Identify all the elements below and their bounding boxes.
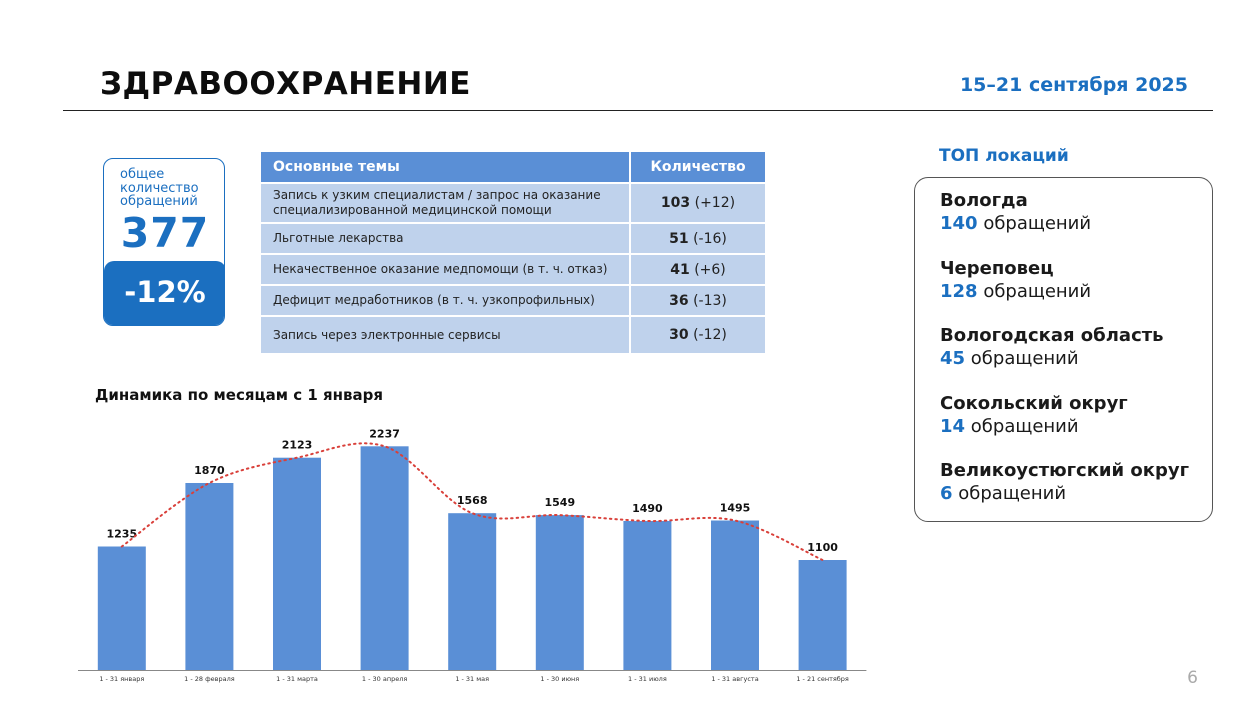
location-unit: обращений <box>983 281 1092 302</box>
bar-value-label: 1870 <box>194 464 225 477</box>
location-count: 6 <box>940 483 953 504</box>
location-count: 14 <box>940 416 966 437</box>
total-requests-label: общее количество обращений <box>120 167 199 209</box>
topic-cell: Дефицит медработников (в т. ч. узкопрофильных) <box>260 285 630 316</box>
count-value: 36 <box>669 292 689 309</box>
chart-bar <box>799 560 847 670</box>
chart-bar <box>98 547 146 671</box>
x-tick-label: 1 - 31 мая <box>455 675 490 683</box>
x-tick-label: 1 - 21 сентября <box>796 675 849 683</box>
page-number: 6 <box>1187 668 1198 688</box>
count-delta: (-12) <box>693 327 727 343</box>
location-name: Вологда <box>940 190 1028 211</box>
x-tick-label: 1 - 31 июля <box>628 675 667 683</box>
chart-title: Динамика по месяцам с 1 января <box>95 386 383 404</box>
location-unit: обращений <box>958 483 1067 504</box>
chart-bar <box>185 483 233 670</box>
bar-value-label: 2237 <box>369 427 400 441</box>
top-locations-title: ТОП локаций <box>939 146 1069 166</box>
topic-cell: Льготные лекарства <box>260 223 630 254</box>
page-title: ЗДРАВООХРАНЕНИЕ <box>100 66 471 102</box>
chart-bar <box>273 458 321 670</box>
location-name: Вологодская область <box>940 325 1164 346</box>
topic-cell: Запись к узким специалистам / запрос на оказание специализированной медицинской помощи <box>260 183 630 223</box>
count-value: 103 <box>660 195 691 211</box>
bar-value-label: 1549 <box>544 496 576 510</box>
topics-header-topic: Основные темы <box>260 151 630 183</box>
x-tick-label: 1 - 31 марта <box>276 675 318 683</box>
count-delta: (+6) <box>694 261 726 278</box>
chart-bar <box>536 515 584 670</box>
chart-bar <box>448 513 496 670</box>
x-tick-label: 1 - 30 июня <box>540 675 580 683</box>
topics-header-count: Количество <box>630 151 766 183</box>
location-name: Великоустюгский округ <box>940 460 1190 481</box>
topic-cell: Некачественное оказание медпомощи (в т. ч. отказ) <box>260 254 630 285</box>
bar-value-label: 1495 <box>719 501 751 515</box>
bar-value-label: 2123 <box>281 438 313 452</box>
x-tick-label: 1 - 31 августа <box>711 675 759 683</box>
location-count: 128 <box>940 281 978 302</box>
x-tick-label: 1 - 28 февраля <box>184 675 235 683</box>
location-count: 140 <box>940 213 978 234</box>
location-count: 45 <box>940 348 966 369</box>
x-tick-label: 1 - 30 апреля <box>361 675 408 683</box>
bar-value-label: 1100 <box>807 541 838 554</box>
count-value: 30 <box>669 327 689 343</box>
count-delta: (+12) <box>694 195 736 211</box>
count-value: 41 <box>670 261 690 278</box>
chart-bar <box>623 521 671 670</box>
count-value: 51 <box>669 230 689 247</box>
report-date: 15–21 сентября 2025 <box>959 74 1188 96</box>
location-name: Череповец <box>940 258 1054 279</box>
location-unit: обращений <box>983 213 1092 234</box>
total-requests-change: -12% <box>104 261 225 325</box>
location-unit: обращений <box>970 416 1079 437</box>
bar-value-label: 1235 <box>106 527 138 541</box>
chart-bar <box>711 521 759 671</box>
x-tick-label: 1 - 31 января <box>99 675 145 683</box>
location-unit: обращений <box>970 348 1079 369</box>
location-name: Сокольский округ <box>940 393 1128 414</box>
topic-cell: Запись через электронные сервисы <box>260 316 630 354</box>
count-delta: (-16) <box>693 230 727 247</box>
chart-bar <box>361 446 409 670</box>
count-delta: (-13) <box>693 292 727 309</box>
total-requests-value: 377 <box>120 209 210 257</box>
bar-value-label: 1568 <box>456 494 488 508</box>
bar-value-label: 1490 <box>632 502 663 515</box>
